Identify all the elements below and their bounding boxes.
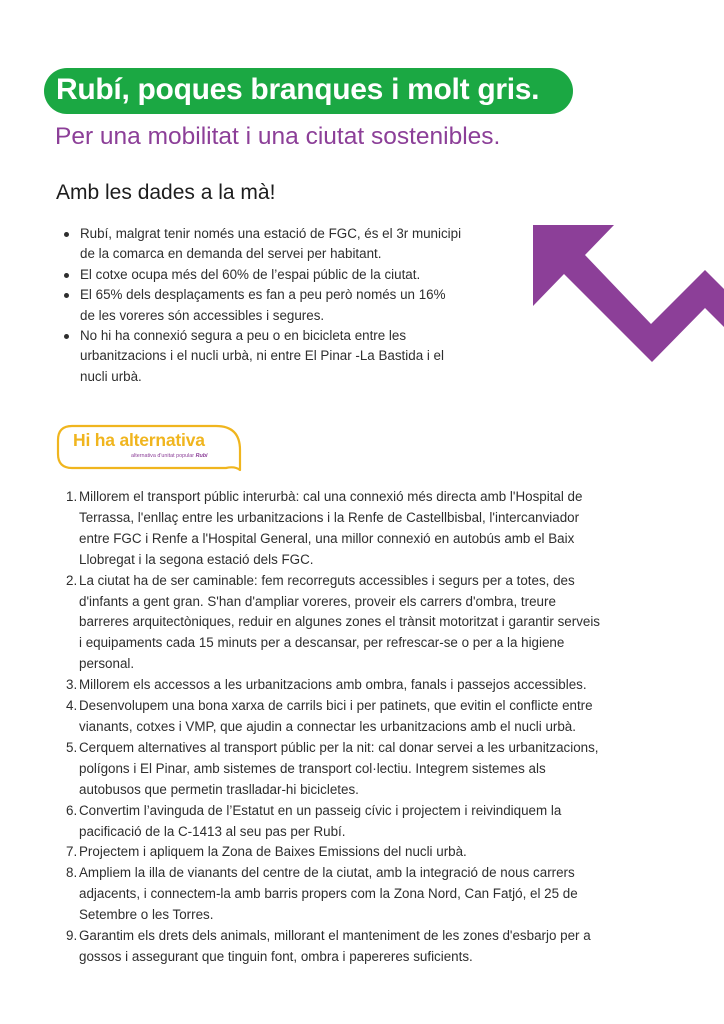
proposal-line: Millorem el transport públic interurbà: cal una connexió més directa amb l'Hospital de <box>79 489 583 504</box>
proposal-item <box>62 801 682 843</box>
fact-line: No hi ha connexió segura a peu o en bicicleta entre les <box>80 328 407 344</box>
badge-brand: Rubí <box>195 453 208 459</box>
proposal-line: i equipaments cada 15 minuts per a descansar, per refrescar-se o per a la higiene <box>79 635 565 651</box>
proposal-line: Setembre o les Torres. <box>79 907 214 923</box>
fact-line: de la comarca en demanda del servei per habitant. <box>80 246 382 262</box>
proposal-number: 4. <box>66 698 78 714</box>
badge-tagline-text: alternativa d'unitat popular <box>131 453 195 459</box>
proposal-line: Ampliem la illa de vianants del centre de la ciutat, amb la integració de nous carrers <box>79 865 575 881</box>
fact-line: El cotxe ocupa més del 60% de l’espai públic de la ciutat. <box>80 266 421 282</box>
proposal-line: vianants, cotxes i VMP, que ajudin a connectar les urbanitzacions amb el nucli urbà. <box>79 718 576 734</box>
title-banner <box>44 68 573 114</box>
arrow-shape <box>533 225 724 362</box>
fact-line: nucli urbà. <box>80 368 142 384</box>
proposal-item <box>62 487 682 571</box>
proposal-line: autobusos que permetin traslladar-hi bicicletes. <box>79 781 359 797</box>
proposal-line: barreres arquitectòniques, reduir en algunes zones el trànsit motoritzat i garantir serveis <box>79 614 601 630</box>
page-title: Rubí, poques branques i molt gris. <box>56 73 540 106</box>
proposal-line: Terrassa, l'enllaç entre les urbanitzacions i la Renfe de Castellbisbal, l'intercanviador <box>79 509 580 525</box>
proposal-line: Convertim l’avinguda de l’Estatut en un passeig cívic i projectem i reivindiquem la <box>79 802 562 818</box>
facts-list <box>58 224 528 387</box>
proposal-line: La ciutat ha de ser caminable: fem recorreguts accessibles i segurs per a totes, des <box>79 572 575 588</box>
proposal-line: Projectem i apliquem la Zona de Baixes Emissions del nucli urbà. <box>79 844 467 860</box>
proposal-line: gossos i assegurant que tinguin font, ombra i papereres suficients. <box>79 948 473 964</box>
proposal-line: Desenvolupem una bona xarxa de carrils bici i per patinets, que evitin el conflicte entre <box>79 698 593 714</box>
proposal-number: 6. <box>66 802 78 818</box>
proposal-number: 8. <box>66 865 78 881</box>
proposal-item <box>62 696 682 738</box>
proposal-line: d'infants a gent gran. S'han d'ampliar voreres, proveir els carrers d'ombra, treure <box>79 593 556 609</box>
proposal-number: 1. <box>66 489 78 504</box>
proposal-number: 2. <box>66 572 78 588</box>
badge-tagline <box>131 453 208 459</box>
proposal-line: personal. <box>79 656 135 672</box>
proposal-line: Millorem els accessos a les urbanitzacions amb ombra, fanals i passejos accessibles. <box>79 677 587 693</box>
proposal-line: adjacents, i connectem-la amb barris propers com la Zona Nord, Can Fatjó, el 25 de <box>79 886 578 902</box>
proposal-item <box>62 738 682 801</box>
proposal-item <box>62 926 682 968</box>
proposal-line: pacificació de la C-1413 al seu pas per Rubí. <box>79 823 346 839</box>
fact-item <box>58 224 528 265</box>
proposals-list <box>62 487 682 968</box>
proposal-item <box>62 571 682 676</box>
proposal-item <box>62 863 682 926</box>
proposal-number: 9. <box>66 928 78 944</box>
proposal-item <box>62 675 682 696</box>
proposal-number: 7. <box>66 844 78 860</box>
proposal-line: polígons i El Pinar, amb sistemes de transport col·lectiu. Integrem sistemes als <box>79 760 546 776</box>
proposal-line: entre FGC i Renfe a l'Hospital General, una millor connexió en autobús amb el Baix <box>79 530 575 546</box>
fact-item <box>58 285 528 326</box>
fact-item <box>58 326 528 387</box>
proposal-number: 5. <box>66 739 78 755</box>
proposal-item <box>62 842 682 863</box>
fact-item <box>58 265 528 285</box>
proposal-number: 3. <box>66 677 78 693</box>
fact-line: urbanitzacions i el nucli urbà, ni entre El Pinar -La Bastida i el <box>80 348 444 364</box>
proposal-line: Garantim els drets dels animals, millorant el manteniment de les zones d'esbarjo per a <box>79 928 591 944</box>
proposal-line: Cerquem alternatives al transport públic per la nit: cal donar servei a les urbanitzacions, <box>79 739 599 755</box>
fact-line: El 65% dels desplaçaments es fan a peu però només un 16% <box>80 287 446 303</box>
fact-line: de les voreres són accessibles i segures. <box>80 307 325 323</box>
badge-title: Hi ha alternativa <box>73 430 205 450</box>
zigzag-arrow-icon <box>520 210 724 380</box>
proposal-line: Llobregat i la segona estació dels FGC. <box>79 551 314 567</box>
fact-line: Rubí, malgrat tenir només una estació de FGC, és el 3r municipi <box>80 226 462 241</box>
facts-heading: Amb les dades a la mà! <box>56 181 276 204</box>
page-subtitle: Per una mobilitat i una ciutat sostenibles. <box>55 123 501 150</box>
